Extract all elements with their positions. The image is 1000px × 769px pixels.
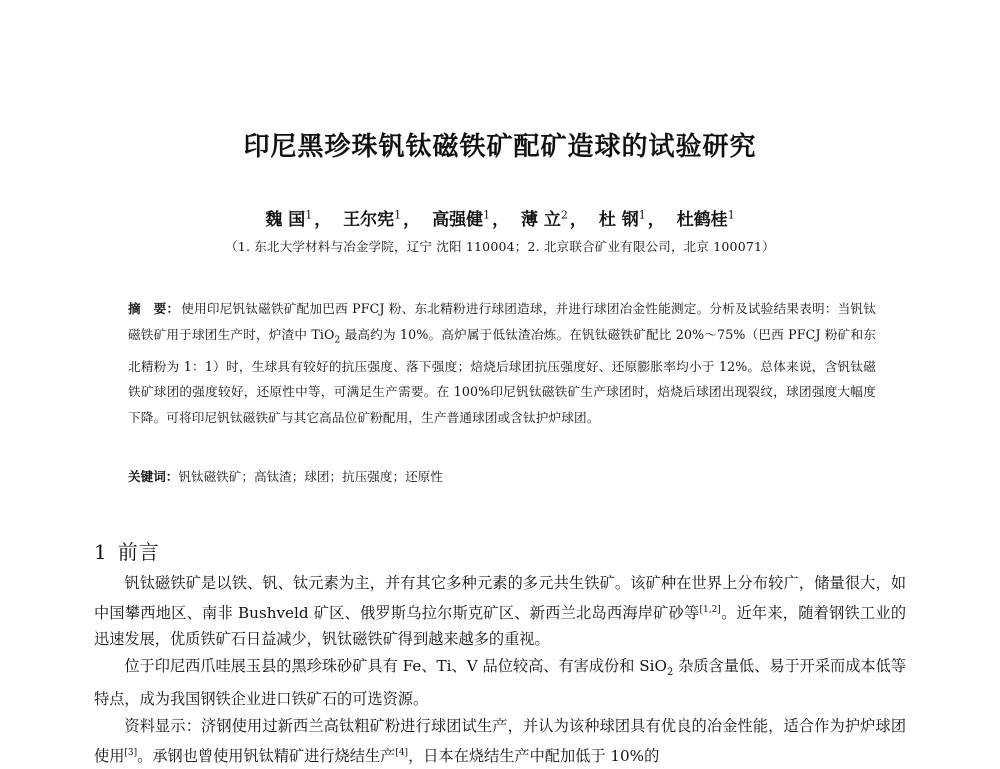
author-name: 杜 钢 bbox=[598, 210, 639, 230]
paragraph-text: 杂质含量低、易于开采而成本低等特点，成为我国钢铁企业进口铁矿石的可选资源。 bbox=[94, 656, 906, 709]
author-affil-mark: 1 bbox=[483, 208, 491, 222]
author bbox=[343, 205, 401, 230]
author-affil-mark: 1 bbox=[638, 208, 646, 222]
affiliation: （1. 东北大学材料与冶金学院，辽宁 沈阳 110004；2. 北京联合矿业有限公司，北京 100071） bbox=[225, 239, 775, 254]
author-name: 杜鹤桂 bbox=[676, 210, 728, 230]
abstract-label: 摘 要： bbox=[128, 301, 180, 316]
citation: [1,2] bbox=[699, 604, 721, 615]
paragraph bbox=[94, 653, 906, 713]
section-title: 前言 bbox=[117, 540, 160, 564]
keywords-label: 关键词： bbox=[128, 469, 179, 484]
author bbox=[521, 205, 568, 230]
author-name: 魏 国 bbox=[265, 210, 306, 230]
author-list bbox=[0, 205, 1000, 230]
author-separator: ， bbox=[403, 210, 421, 230]
section-heading bbox=[94, 536, 160, 565]
paper-title: 印尼黑珍珠钒钛磁铁矿配矿造球的试验研究 bbox=[243, 132, 757, 162]
paragraph bbox=[94, 713, 906, 769]
paragraph-text: 钒钛磁铁矿是以铁、钒、钛元素为主，并有其它多种元素的多元共生铁矿。该矿种在世界上分布较广，储量很大，如中国攀西地区、南非 Bushveld 矿区、俄罗斯乌拉尔斯克矿区、新西兰北岛西海岸矿砂等 bbox=[94, 574, 906, 622]
author-affil-mark: 1 bbox=[727, 208, 735, 222]
author-name: 高强健 bbox=[432, 210, 484, 230]
abstract-text: 最高约为 10%。高炉属于低钛渣冶炼。在钒钛磁铁矿配比 20%～75%（巴西 PFCJ 粉矿和东北精粉为 1：1）时，生球具有较好的抗压强度、落下强度；焙烧后球团抗压强度好、还原膨胀率均小于 12%。总体来说，含钒钛磁铁矿球团的强度较好，还原性中等，可满足生产需要。在 100%印尼钒钛磁铁矿生产球团时，焙烧后球团出现裂纹，球团强度大幅度下降。可将印尼钒钛磁铁矿与其它高品位矿粉配用，生产普通球团或含钛护炉球团。 bbox=[128, 326, 876, 425]
author bbox=[599, 205, 646, 230]
author bbox=[432, 205, 490, 230]
keywords bbox=[128, 466, 876, 485]
author-name: 薄 立 bbox=[521, 210, 561, 230]
author-affil-mark: 1 bbox=[305, 208, 313, 222]
subscript: 2 bbox=[666, 666, 674, 678]
author-affil-mark: 1 bbox=[394, 208, 402, 222]
keywords-text: 钒钛磁铁矿；高钛渣；球团；抗压强度；还原性 bbox=[178, 469, 443, 484]
paragraph-text: 。承钢也曾使用钒钛精矿进行烧结生产 bbox=[137, 746, 396, 765]
author-separator: ， bbox=[647, 210, 665, 230]
citation: [4] bbox=[395, 747, 409, 758]
abstract bbox=[128, 296, 876, 430]
paragraph-text: 位于印尼西爪哇展玉县的黑珍珠砂矿具有 Fe、Ti、V 品位较高、有害成份和 SiO bbox=[124, 656, 667, 675]
citation: [3] bbox=[124, 747, 138, 758]
paragraph-text: 资料显示：济钢使用过新西兰高钛粗矿粉进行球团试生产，并认为该种球团具有优良的冶金性能，适合作为护炉球团使用 bbox=[94, 717, 906, 765]
author-affil-mark: 2 bbox=[560, 208, 568, 222]
paragraph bbox=[94, 570, 906, 653]
author-separator: ， bbox=[569, 210, 587, 230]
abstract-text: 使用印尼钒钛磁铁矿配加巴西 PFCJ 粉、东北精粉进行球团造球，并进行球团冶金性能测定。分析及试验结果表明：当钒钛磁铁矿用于球团生产时，炉渣中 TiO bbox=[128, 301, 876, 342]
author bbox=[265, 205, 312, 230]
author bbox=[677, 205, 735, 230]
author-separator: ， bbox=[314, 210, 332, 230]
paragraph-text: 。近年来，随着钢铁工业的迅速发展，优质铁矿石日益减少，钒钛磁铁矿得到越来越多的重视。 bbox=[94, 603, 907, 649]
section-number: 1 bbox=[94, 540, 108, 564]
subscript: 2 bbox=[334, 335, 341, 346]
body-text bbox=[94, 570, 906, 769]
author-separator: ， bbox=[492, 210, 510, 230]
paragraph-text: ，日本在烧结生产中配加低于 10%的 bbox=[408, 746, 660, 765]
author-name: 王尔宪 bbox=[343, 210, 395, 230]
